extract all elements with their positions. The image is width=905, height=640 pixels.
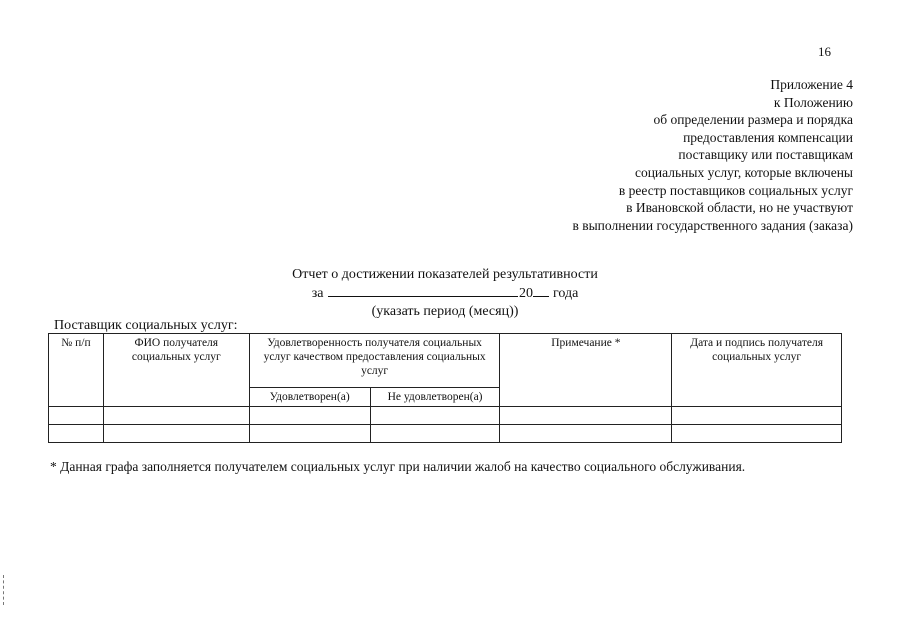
appendix-line: в Ивановской области, но не участвуют xyxy=(626,200,853,216)
table-cell[interactable] xyxy=(249,407,370,425)
header-not-satisfied: Не удовлетворен(а) xyxy=(370,388,500,407)
scan-edge-mark xyxy=(3,575,5,605)
header-satisfied: Удовлетворен(а) xyxy=(249,388,370,407)
appendix-line: социальных услуг, которые включены xyxy=(634,164,853,180)
header-note: Примечание * xyxy=(500,334,672,407)
appendix-header xyxy=(493,76,853,234)
table-cell[interactable] xyxy=(500,407,672,425)
table-cell[interactable] xyxy=(500,425,672,443)
header-signature: Дата и подпись получателя социальных услуг xyxy=(672,334,842,407)
page-number: 16 xyxy=(818,44,831,59)
report-table xyxy=(48,333,842,443)
period-hint: (указать период (месяц)) xyxy=(371,304,519,319)
table-cell[interactable] xyxy=(672,407,842,425)
appendix-line: об определении размера и порядка xyxy=(653,112,853,128)
appendix-line: в выполнении государственного задания (заказа) xyxy=(572,217,853,233)
report-period-line xyxy=(250,284,640,303)
table-cell[interactable] xyxy=(672,425,842,443)
report-title: Отчет о достижении показателей результативности xyxy=(292,267,598,282)
supplier-label: Поставщик социальных услуг: xyxy=(54,318,238,333)
header-name: ФИО получателя социальных услуг xyxy=(103,334,249,407)
table-cell[interactable] xyxy=(49,407,104,425)
period-prefix: за xyxy=(311,286,324,301)
appendix-line: к Положению xyxy=(773,94,853,110)
period-suffix: года xyxy=(552,286,579,301)
table-cell[interactable] xyxy=(370,425,500,443)
table-cell[interactable] xyxy=(249,425,370,443)
table-cell[interactable] xyxy=(49,425,104,443)
supplier-row xyxy=(54,318,830,334)
report-title-block xyxy=(250,266,640,321)
table-cell[interactable] xyxy=(370,407,500,425)
year-blank xyxy=(533,284,549,297)
table-cell[interactable] xyxy=(103,407,249,425)
table-row xyxy=(49,425,842,443)
appendix-line: поставщику или поставщикам xyxy=(678,147,853,163)
footnote: * Данная графа заполняется получателем социальных услуг при наличии жалоб на качество социального обслуживания. xyxy=(50,459,746,474)
table-cell[interactable] xyxy=(103,425,249,443)
appendix-line: предоставления компенсации xyxy=(683,129,853,145)
table-row xyxy=(49,407,842,425)
period-blank xyxy=(328,284,518,297)
header-satisfaction: Удовлетворенность получателя социальных услуг качеством предоставления социальных услуг xyxy=(249,334,500,388)
period-year: 20 xyxy=(518,286,533,301)
appendix-line: в реестр поставщиков социальных услуг xyxy=(618,182,853,198)
header-number: № п/п xyxy=(49,334,104,407)
appendix-line: Приложение 4 xyxy=(770,77,853,92)
